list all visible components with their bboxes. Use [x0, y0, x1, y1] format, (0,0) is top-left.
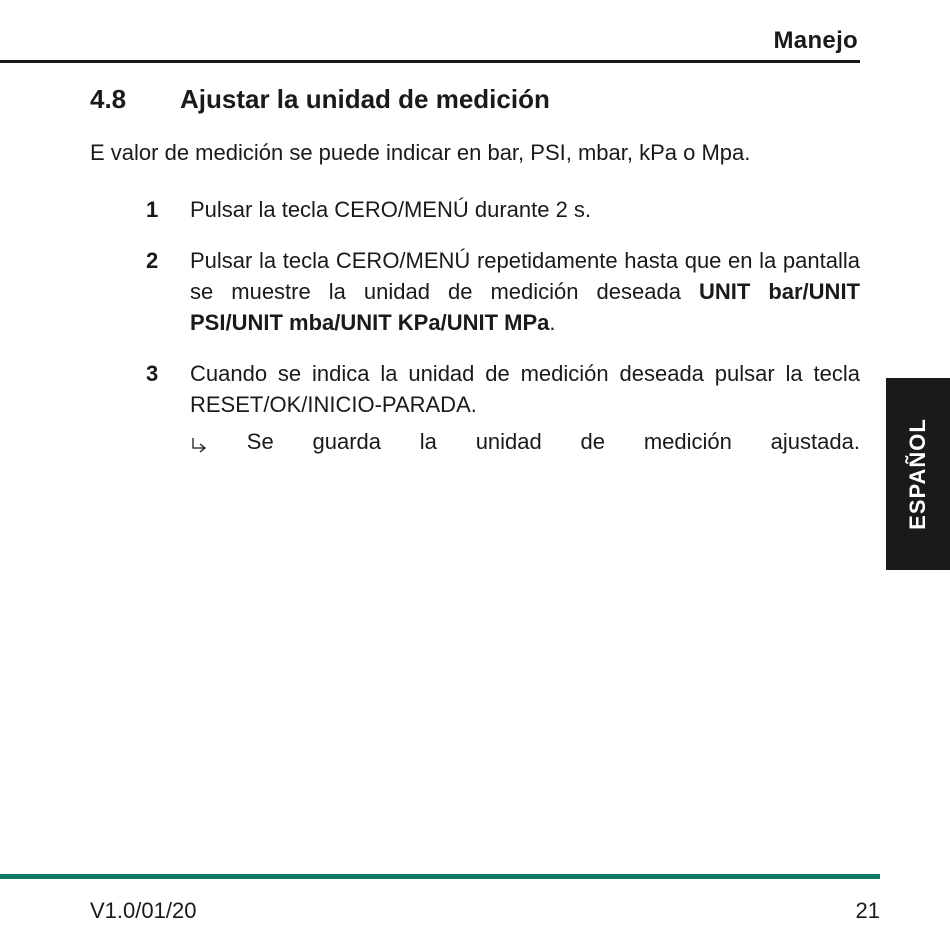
section-title: Ajustar la unidad de medición — [180, 84, 550, 114]
result-arrow-icon — [190, 432, 208, 450]
step-item — [140, 245, 860, 338]
result-word: medición — [643, 429, 732, 454]
step-text-plain: Pulsar la tecla CERO/MENÚ repetidamente hasta que en la pantalla se muestre la unidad de medición deseada — [190, 248, 860, 304]
footer-version: V1.0/01/20 — [90, 898, 197, 923]
header-title: Manejo — [773, 27, 858, 54]
result-word: guarda — [312, 429, 381, 454]
result-word: ajustada. — [770, 429, 860, 454]
result-word: de — [580, 429, 606, 454]
step-number: 2 — [146, 248, 159, 273]
section-heading — [90, 84, 550, 115]
page-number: 21 — [855, 898, 880, 923]
step-text-suffix: . — [549, 310, 556, 335]
step-text — [190, 245, 860, 338]
language-side-tab — [886, 378, 950, 570]
step-item — [140, 358, 860, 420]
section-number: 4.8 — [90, 84, 127, 114]
result-line — [190, 426, 860, 457]
step-text: Pulsar la tecla CERO/MENÚ durante 2 s. — [190, 197, 592, 222]
result-word: Se — [246, 429, 274, 454]
step-item — [140, 194, 860, 225]
result-word: unidad — [475, 429, 542, 454]
step-number: 3 — [146, 361, 159, 386]
footer-rule — [0, 874, 880, 879]
language-side-tab-label: ESPAÑOL — [905, 418, 930, 530]
step-number: 1 — [146, 197, 159, 222]
steps-list — [140, 194, 860, 440]
header-rule — [0, 60, 860, 63]
step-text-bold: UNIT bar/UNIT PSI/UNIT mba/UNIT KPa/UNIT MPa — [190, 279, 860, 335]
intro-text: E valor de medición se puede indicar en bar, PSI, mbar, kPa o Mpa. — [90, 140, 751, 165]
result-word: la — [419, 429, 437, 454]
step-text: Cuando se indica la unidad de medición deseada pulsar la tecla RESET/OK/INICIO-PARADA. — [190, 361, 860, 417]
